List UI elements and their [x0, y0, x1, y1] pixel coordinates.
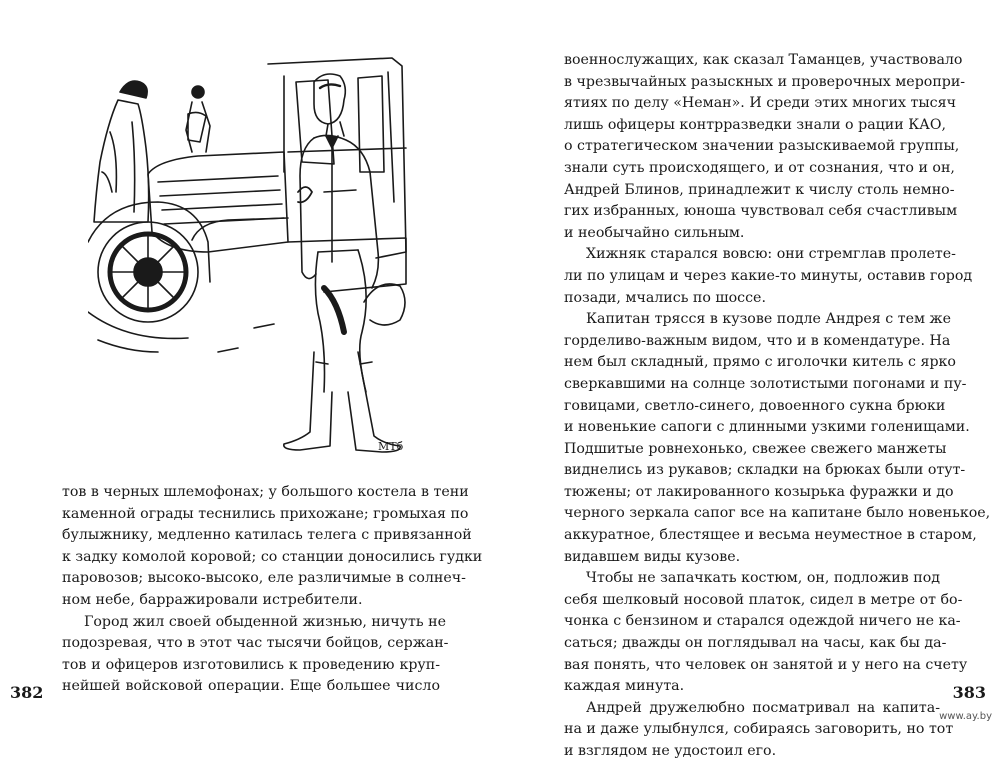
- paragraph: [564, 568, 968, 698]
- background-walking-soldier: [186, 86, 210, 152]
- text-line: аккуратное, блестящее и весьма неуместное в старом,: [564, 527, 977, 544]
- text-line: и новенькие сапоги с длинными узкими голенищами.: [564, 419, 970, 436]
- text-line: Город жил своей обыденной жизнью, ничуть не: [84, 613, 446, 630]
- text-line: о стратегическом значении разыскиваемой группы,: [564, 138, 960, 155]
- text-line: виднелись из рукавов; складки на брюках были отут-: [564, 462, 966, 479]
- paragraph: [564, 309, 991, 568]
- text-line: тов и офицеров изготовились к проведению круп-: [62, 656, 440, 673]
- text-line: на и даже улыбнулся, собираясь заговорить, но тот: [564, 721, 954, 738]
- text-line: и взглядом не удостоил его.: [564, 743, 777, 759]
- text-line: каждая минута.: [564, 678, 685, 695]
- text-line: саться; дважды он поглядывал на часы, как бы да-: [564, 635, 947, 652]
- text-line: Капитан трясся в кузове подле Андрея с тем же: [586, 311, 951, 328]
- text-line: ятиях по делу «Неман». И среди этих многих тысяч: [564, 95, 956, 112]
- background-soldier-figure: [94, 81, 149, 222]
- text-line: тов в черных шлемофонах; у большого костела в тени: [62, 484, 469, 500]
- text-line: Хижняк старался вовсю: они стремглав пролете-: [586, 246, 956, 263]
- text-line: в чрезвычайных разыскных и проверочных меропри-: [564, 73, 966, 90]
- page-number: 383: [952, 683, 986, 702]
- text-line: себя шелковый носовой платок, сидел в метре от бо-: [564, 591, 963, 608]
- text-line: Андрей дружелюбно посматривал на капита-: [586, 699, 940, 716]
- left-page-text: [62, 482, 483, 698]
- text-line: сверкавшими на солнце золотистыми погонами и пу-: [564, 375, 967, 392]
- text-line: знали суть происходящего, и от сознания, что и он,: [564, 159, 955, 176]
- text-line: горделиво-важным видом, что и в комендатуре. На: [564, 332, 951, 349]
- text-line: лишь офицеры контрразведки знали о рации КАО,: [564, 116, 947, 133]
- text-line: черного зеркала сапог все на капитане было новенькое,: [564, 505, 991, 522]
- text-line: ли по улицам и через какие-то минуты, оставив город: [564, 267, 973, 284]
- paragraph: [564, 244, 973, 309]
- left-page: [0, 0, 500, 731]
- text-line: военнослужащих, как сказал Таманцев, участвовало: [564, 52, 963, 68]
- text-line: Подшитые ровнехонько, свежее свежего манжеты: [564, 440, 947, 457]
- text-line: вая понять, что человек он занятой и у него на счету: [564, 656, 968, 673]
- text-line: видавшем виды кузове.: [564, 548, 741, 565]
- paragraph: [62, 612, 449, 698]
- text-line: к задку комолой коровой; со станции доносились гудки: [62, 548, 483, 565]
- text-line: чонка с бензином и старался одеждой ничего не ка-: [564, 613, 961, 630]
- text-line: ном небе, барражировали истребители.: [62, 591, 363, 608]
- text-line: говицами, светло-синего, довоенного сукна брюки: [564, 397, 946, 414]
- text-line: тюжены; от лакированного козырька фуражки и до: [564, 483, 954, 500]
- text-line: нейшей войсковой операции. Еще большее число: [62, 678, 440, 695]
- right-page: [500, 0, 1000, 759]
- text-line: Андрей Блинов, принадлежит к числу столь немно-: [564, 181, 955, 198]
- watermark: www.ay.by: [939, 711, 992, 722]
- page-number: 382: [10, 683, 44, 702]
- illustration-signature: МТб: [378, 440, 404, 453]
- text-line: булыжнику, медленно катилась телега с привязанной: [62, 527, 472, 544]
- text-line: каменной ограды теснились прихожане; громыхая по: [62, 505, 469, 522]
- illustration-soldier-and-truck: [88, 52, 408, 454]
- text-line: нем был складный, прямо с иголочки китель с ярко: [564, 354, 956, 371]
- paragraph: [564, 50, 966, 244]
- text-line: позади, мчались по шоссе.: [564, 289, 766, 306]
- text-line: подозревая, что в этот час тысячи бойцов, сержан-: [62, 635, 449, 652]
- text-line: гих избранных, юноша чувствовал себя счастливым: [564, 203, 958, 220]
- paragraph: [564, 698, 954, 763]
- truck: [88, 58, 406, 352]
- paragraph: [62, 482, 483, 612]
- text-line: Чтобы не запачкать костюм, он, подложив под: [586, 570, 940, 587]
- text-line: паровозов; высоко-высоко, еле различимые в солнеч-: [62, 570, 466, 587]
- text-line: и необычайно сильным.: [564, 224, 745, 241]
